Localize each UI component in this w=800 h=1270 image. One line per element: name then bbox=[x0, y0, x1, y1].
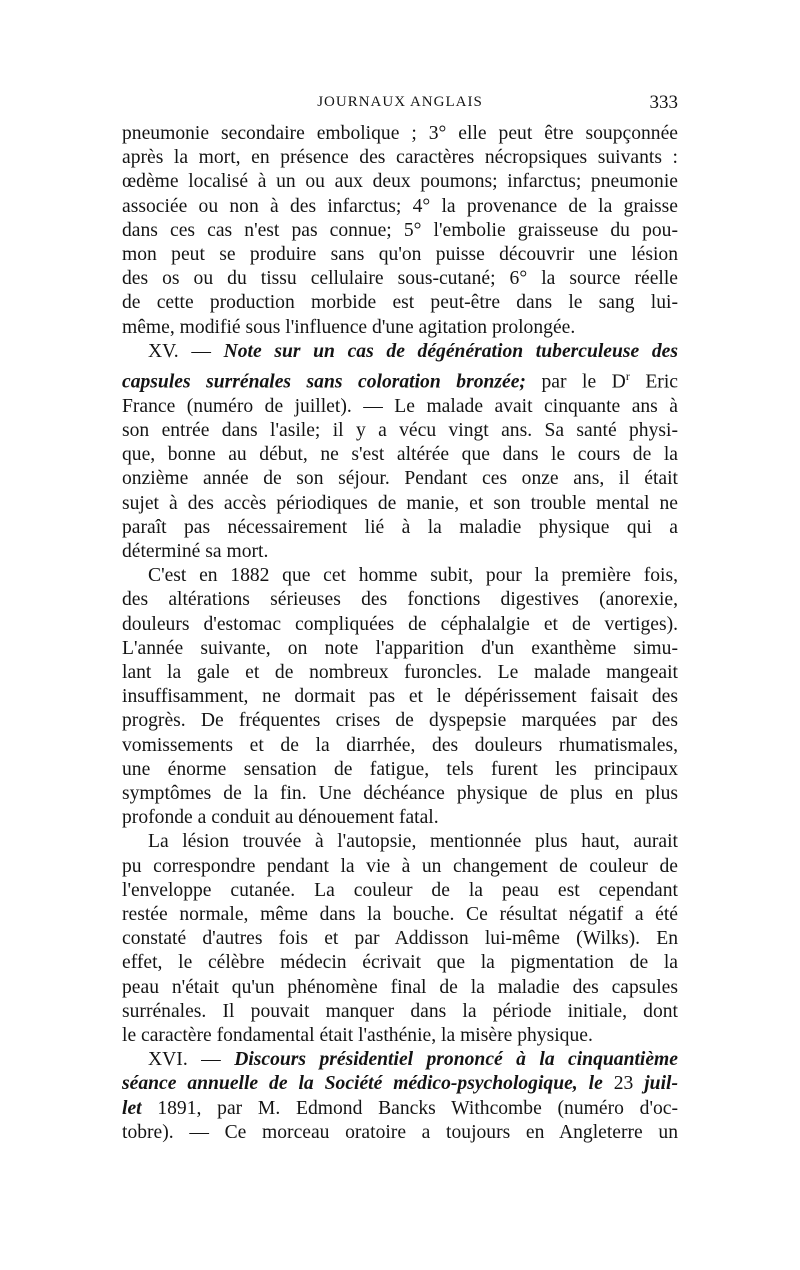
text-line: vomissements et de la diarrhée, des douleurs rhumatismales, bbox=[122, 734, 678, 756]
text-line bbox=[122, 1048, 678, 1072]
text-segment: juil- bbox=[644, 1073, 678, 1095]
text-line: restée normale, même dans la bouche. Ce résultat négatif a été bbox=[122, 904, 678, 926]
text-line: peau n'était qu'un phénomène final de la maladie des capsules bbox=[122, 976, 678, 998]
text-segment: Discours présidentiel prononcé à la cinquantième bbox=[234, 1049, 678, 1071]
text-line: tobre). — Ce morceau oratoire a toujours en Angleterre un bbox=[122, 1121, 678, 1143]
text-segment: r bbox=[625, 369, 630, 384]
text-line: déterminé sa mort. bbox=[122, 540, 269, 562]
text-line: lant la gale et de nombreux furoncles. Le malade mangeait bbox=[122, 662, 678, 683]
text-line bbox=[122, 1097, 678, 1121]
text-segment: 23 bbox=[602, 1073, 645, 1095]
text-segment: séance annuelle de la Société médico-psychologique, le bbox=[122, 1073, 603, 1095]
page-number: 333 bbox=[649, 92, 678, 113]
text-segment: XVI. — bbox=[148, 1049, 235, 1071]
text-line: surrénales. Il pouvait manquer dans la période initiale, dont bbox=[122, 1000, 678, 1022]
text-line: que, bonne au début, ne s'est altérée que dans le cours de la bbox=[122, 444, 678, 466]
text-line bbox=[122, 364, 678, 395]
text-line: de cette production morbide est peut-être dans le sang lui- bbox=[122, 292, 678, 314]
text-segment: par le D bbox=[525, 371, 626, 393]
text-line: La lésion trouvée à l'autopsie, mentionnée plus haut, aurait bbox=[148, 831, 678, 853]
text-line: onzième année de son séjour. Pendant ces onze ans, il était bbox=[122, 468, 678, 490]
text-line: profonde a conduit au dénouement fatal. bbox=[122, 807, 439, 829]
text-line: le caractère fondamental était l'asthénie, la misère physique. bbox=[122, 1025, 593, 1047]
text-line: effet, le célèbre médecin écrivait que la pigmentation de la bbox=[122, 952, 678, 974]
text-line: mon peut se produire sans qu'on puisse découvrir une lésion bbox=[122, 244, 678, 266]
text-line bbox=[122, 1072, 678, 1096]
text-segment: XV. — bbox=[148, 340, 224, 362]
text-line: l'enveloppe cutanée. La couleur de la peau est cependant bbox=[122, 879, 678, 901]
text-line: son entrée dans l'asile; il y a vécu vingt ans. Sa santé physi- bbox=[122, 419, 678, 441]
text-line: insuffisamment, ne dormait pas et le dépérissement faisait des bbox=[122, 686, 678, 708]
text-line bbox=[122, 340, 678, 364]
text-line: après la mort, en présence des caractères nécropsiques suivants : bbox=[122, 147, 678, 169]
text-segment: 1891, par M. Edmond Bancks Withcombe (numéro d'oc- bbox=[141, 1097, 678, 1119]
text-line: même, modifié sous l'influence d'une agitation prolongée. bbox=[122, 316, 576, 338]
body-text bbox=[122, 122, 678, 1145]
text-line: paraît pas nécessairement lié à la maladie physique qui a bbox=[122, 516, 678, 538]
running-title: JOURNAUX ANGLAIS bbox=[317, 94, 483, 110]
text-line: une énorme sensation de fatigue, tels furent les principaux bbox=[122, 758, 678, 780]
text-line: C'est en 1882 que cet homme subit, pour la première fois, bbox=[148, 565, 678, 587]
text-line: douleurs d'estomac compliquées de céphalalgie et de vertiges). bbox=[122, 613, 678, 635]
text-line: œdème localisé à un ou aux deux poumons; infarctus; pneumonie bbox=[122, 171, 678, 193]
page-header bbox=[122, 92, 678, 116]
text-line: dans ces cas n'est pas connue; 5° l'embolie graisseuse du pou- bbox=[122, 219, 678, 241]
text-line: des os ou du tissu cellulaire sous-cutané; 6° la source réelle bbox=[122, 268, 678, 290]
text-line: constaté d'autres fois et par Addisson lui-même (Wilks). En bbox=[122, 928, 678, 950]
text-segment: Eric bbox=[629, 371, 678, 393]
text-segment: Note sur un cas de dégénération tuberculeuse des bbox=[223, 340, 678, 362]
text-line: symptômes de la fin. Une déchéance physique de plus en plus bbox=[122, 783, 678, 805]
text-line: pneumonie secondaire embolique ; 3° elle peut être soupçonnée bbox=[122, 123, 678, 144]
text-line: pu correspondre pendant la vie à un changement de couleur de bbox=[122, 855, 678, 877]
text-line: progrès. De fréquentes crises de dyspepsie marquées par des bbox=[122, 710, 678, 732]
text-segment: capsules surrénales sans coloration bronzée; bbox=[122, 371, 526, 393]
text-line: associée ou non à des infarctus; 4° la provenance de la graisse bbox=[122, 195, 678, 217]
text-line: sujet à des accès périodiques de manie, et son trouble mental ne bbox=[122, 492, 678, 514]
text-line: des altérations sérieuses des fonctions digestives (anorexie, bbox=[122, 589, 678, 611]
text-line: L'année suivante, on note l'apparition d'un exanthème simu- bbox=[122, 637, 678, 659]
text-line: France (numéro de juillet). — Le malade avait cinquante ans à bbox=[122, 395, 678, 417]
text-segment: let bbox=[122, 1097, 142, 1119]
